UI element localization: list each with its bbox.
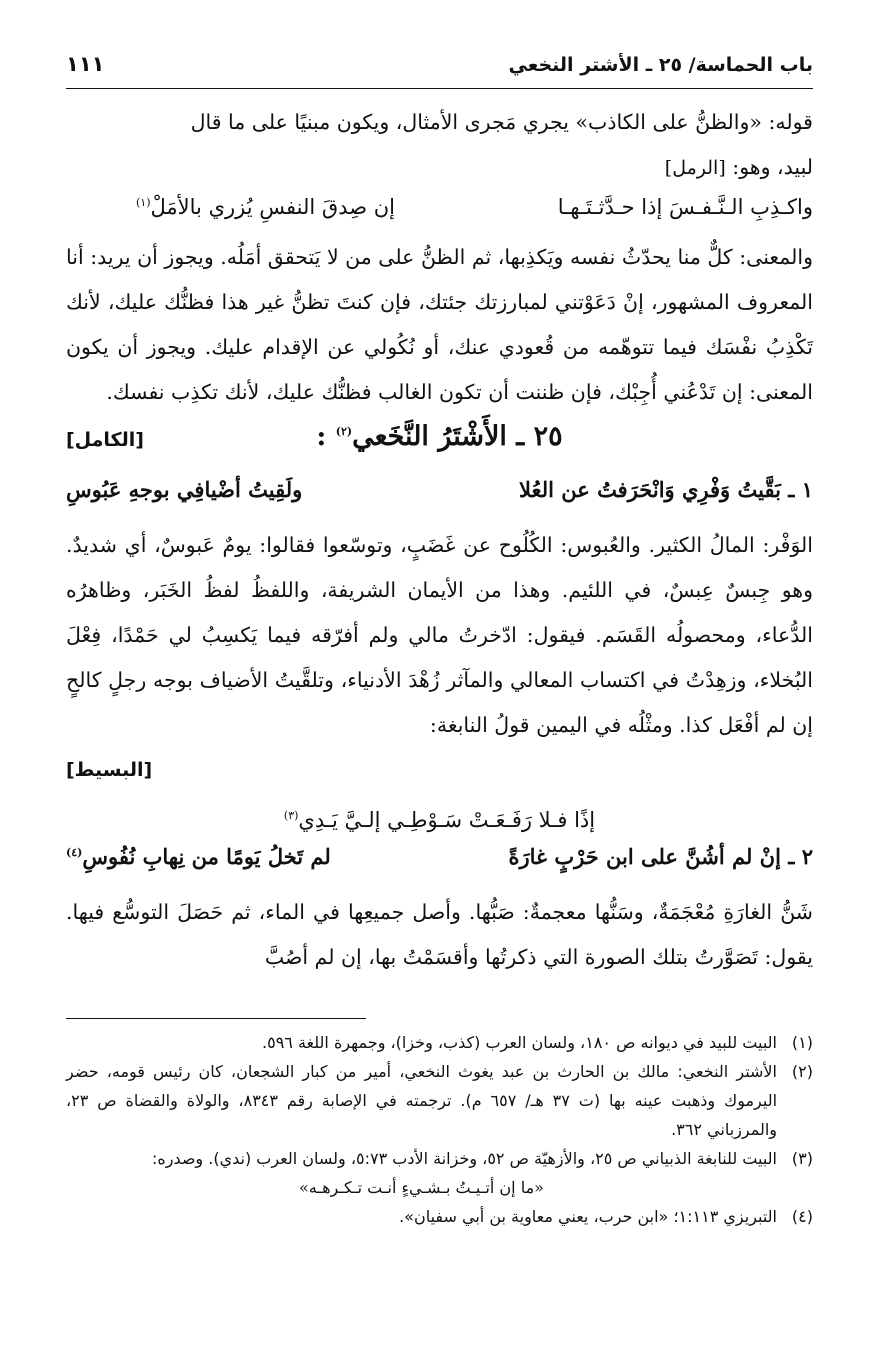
footnote-ref: (٤) [66,846,83,859]
verse-hemistich-2: ولَقِيتُ أضْيافِي بوجهِ عَبُوسِ [66,477,303,502]
page-body [66,100,813,980]
page-number: ١١١ [66,52,105,76]
commentary-paragraph: الوَفْر: المالُ الكثير. والعُبوس: الكُلُوح عن غَضَبٍ، وتوسّعوا فقالوا: يومٌ عَبوسٌ، أي شديدٌ. وهو جِبسٌ عِبسٌ، في اللئيم. وهذا من الأيمان الشريفة، واللفظُ لفظُ الخَبَر، وظاهرُه الدُّعاء، ومحصولُه القَسَم. فيقول: ادّخرتُ مالي ولم أفرّقه فيما يَكسِبُ لي حَمْدًا، فِعْلَ البُخلاء، وزهِدْتُ في اكتساب المعالي والمآثر زُهْدَ الأدنياء، وتلقَّيتُ الأضياف بوجه رجلٍ كالحٍ إن لم أفْعَل كذا. ومثْلُه في اليمين قولُ النابغة: [66,533,813,737]
intro-line-2 [66,145,813,191]
footnote-quote: «ما إن أتـيـتُ بـشـيءٍ أنـت تـكـرهـه» [299,1178,544,1197]
meter-label: [الرمل] [664,157,726,179]
footnote [66,1057,813,1144]
footnote [66,1028,813,1057]
footnote-number: (٢) [791,1062,813,1081]
section-title [66,421,813,452]
verse-hemistich-1: واكـذِبِ الـنَّـفـسَ إذا حـدَّثـتَـهـا [557,195,813,219]
verse-hemistich-2 [136,195,395,219]
verse-hemistich-1: ١ ـ بَقَّيتُ وَفْرِي وَانْحَرَفتُ عن العُلا [519,477,813,502]
footnote-number: (٤) [791,1207,813,1226]
quoted-verse-centered [66,792,813,840]
quoted-verse [66,191,813,235]
explanation-paragraph: والمعنى: كلٌّ منا يحدّثُ نفسه ويَكذِبها، ثم الظنُّ على من لا يَتحقق أمَلُه. ويجوز أن يريد: أنا المعروف المشهور، إنْ دَعَوْتني لمبارزتك جئتك، فإن كنتَ تظنُّ غير هذا فظنُّك عليك، لأنك تَكْذِبُ نفْسَك فيما تتوهّمه من قُعودي عنك، أو نُكُولي عن الإقدام عليك. ويجوز أن يكون المعنى: إن تَدْعُني أُجِبْك، فإن ظننت أن تكون الغالب فظنُّك عليك، لأنك تكذِب نفسك. [66,245,813,404]
section-title-colon: : [316,421,327,452]
footnote-number: (٣) [791,1149,813,1168]
chapter-title: باب الحماسة/ ٢٥ ـ الأشتر النخعي [508,54,813,76]
intro-prefix: لبيد، وهو: [732,155,813,179]
footnote-number: (١) [791,1033,813,1052]
footnotes [66,1028,813,1231]
section-title-text: ٢٥ ـ الأَشْتَرُ النَّخَعي [352,421,563,452]
footnote-ref: (٢) [335,425,353,438]
verse-hemistich-2 [66,844,331,869]
verse-hemistich-2-text: إن صِدقَ النفسِ يُزري بالأمَلْ [150,195,395,219]
footnote-ref: (١) [136,196,151,209]
section-heading [66,415,813,473]
intro-line: قوله: «والظنُّ على الكاذب» يجري مَجرى الأمثال، ويكون مبنيًا على ما قال [190,110,813,134]
footnote-text: البيت للنابغة الذبياني ص ٢٥، والأزهيّة ص ٥٢، وخزانة الأدب ٥:٧٣، ولسان العرب (ندي). وصدره: [151,1149,777,1168]
footnote-ref: (٣) [283,809,299,822]
footnote [66,1202,813,1231]
footnote-text: البيت للبيد في ديوانه ص ١٨٠، ولسان العرب (كذب، وخزا)، وجمهرة اللغة ٥٩٦. [262,1033,777,1052]
footnote [66,1144,813,1202]
verse-hemistich-2-text: لم تَخلُ يَومًا من نِهابِ نُفُوسِ [82,844,331,869]
commentary-paragraph-2: شَنُّ الغارَةِ مُعْجَمَةٌ، وسَنُّها معجمةٌ: صَبُّها. وأصل جميعِها في الماء، ثم حَصَلَ التوسُّع فيها. يقول: تَصَوَّرتُ بتلك الصورة التي ذكرتُها وأقسَمْتُ بها، إن لم أصُبَّ [66,900,813,969]
poem-verse-1 [66,473,813,517]
quoted-verse-text: إذًا فـلا رَفَـعَـتْ سَـوْطِـي إلـيَّ يَـدِي [298,808,596,832]
section-meter: [الكامل] [66,429,144,451]
poem-verse-2 [66,840,813,884]
verse-hemistich-1: ٢ ـ إنْ لم أشُنَّ على ابن حَرْبٍ غارَةً [508,844,813,869]
footnote-text: الأشتر النخعي: مالك بن الحارث بن عبد يغوث النخعي، أمير من كبار الشجعان، كان رئيس قومه، حضر اليرموك وذهبت عينه بها (ت ٣٧ هـ/ ٦٥٧ م). ترجمته في الإصابة رقم ٨٣٤٣، والولاة والقضاة ص ٢٣، والمرزباني ٣٦٢. [66,1062,778,1139]
footnote-divider [66,1018,366,1019]
running-header [66,48,813,89]
footnote-text: التبريزي ١:١١٣؛ «ابن حرب، يعني معاوية بن أبي سفيان». [399,1207,777,1226]
meter-label: [البسيط] [66,759,153,781]
